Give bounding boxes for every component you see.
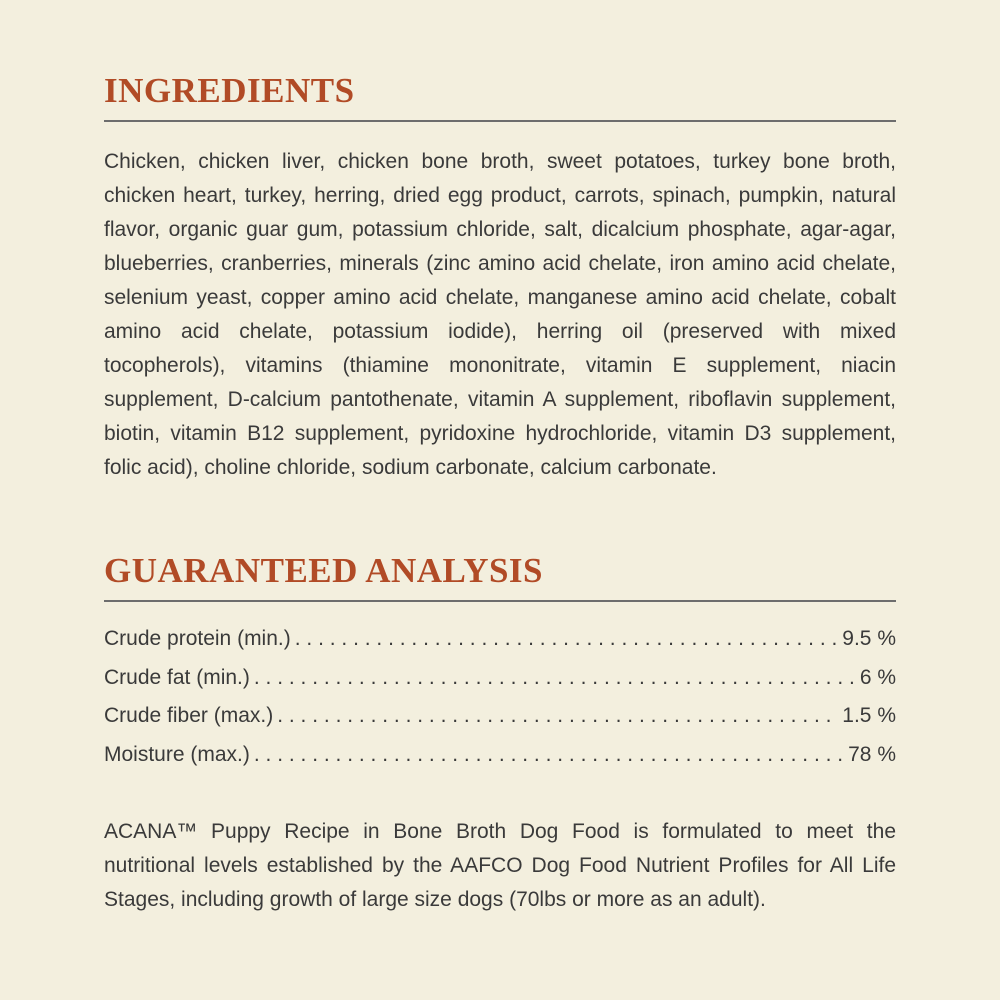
analysis-table — [104, 620, 896, 774]
analysis-label: Moisture (max.) — [104, 742, 250, 766]
analysis-row-crude-protein — [104, 620, 896, 659]
dot-leader — [250, 736, 844, 775]
ingredients-divider — [104, 120, 896, 122]
aafco-statement: ACANA™ Puppy Recipe in Bone Broth Dog Food is formulated to meet the nutritional levels established by the AAFCO Dog Food Nutrient Profiles for All Life Stages, including growth of large size dogs (70lbs or more as an adult). — [104, 820, 896, 911]
analysis-label: Crude protein (min.) — [104, 627, 291, 650]
analysis-row-crude-fat — [104, 659, 896, 698]
analysis-divider — [104, 600, 896, 602]
dot-leader — [291, 620, 839, 659]
guaranteed-analysis-heading: GUARANTEED ANALYSIS — [104, 551, 544, 590]
analysis-value: 1.5 % — [842, 704, 896, 727]
analysis-value: 78 % — [848, 742, 896, 766]
analysis-label: Crude fiber (max.) — [104, 704, 274, 727]
ingredients-text: Chicken, chicken liver, chicken bone broth, sweet potatoes, turkey bone broth, chicken heart, turkey, herring, dried egg product, carrots, spinach, pumpkin, natural flavor, organic guar gum, potassium chloride, salt, dicalcium phosphate, agar-agar, blueberries, cranberries, minerals (zinc amino acid chelate, iron amino acid chelate, selenium yeast, copper amino acid chelate, manganese amino acid chelate, cobalt amino acid chelate, potassium iodide), herring oil (preserved with mixed tocopherols), vitamins (thiamine mononitrate, vitamin E supplement, niacin supplement, D-calcium pantothenate, vitamin A supplement, riboflavin supplement, biotin, vitamin B12 supplement, pyridoxine hydrochloride, vitamin D3 supplement, folic acid), choline chloride, sodium carbonate, calcium carbonate. — [104, 150, 896, 479]
analysis-value: 9.5 % — [842, 627, 896, 650]
dot-leader — [273, 697, 838, 736]
ingredients-heading: INGREDIENTS — [104, 71, 355, 110]
analysis-value: 6 % — [859, 665, 896, 689]
analysis-label: Crude fat (min.) — [104, 665, 250, 689]
analysis-row-crude-fiber — [104, 697, 896, 736]
dot-leader — [250, 659, 856, 698]
analysis-row-moisture — [104, 736, 896, 775]
